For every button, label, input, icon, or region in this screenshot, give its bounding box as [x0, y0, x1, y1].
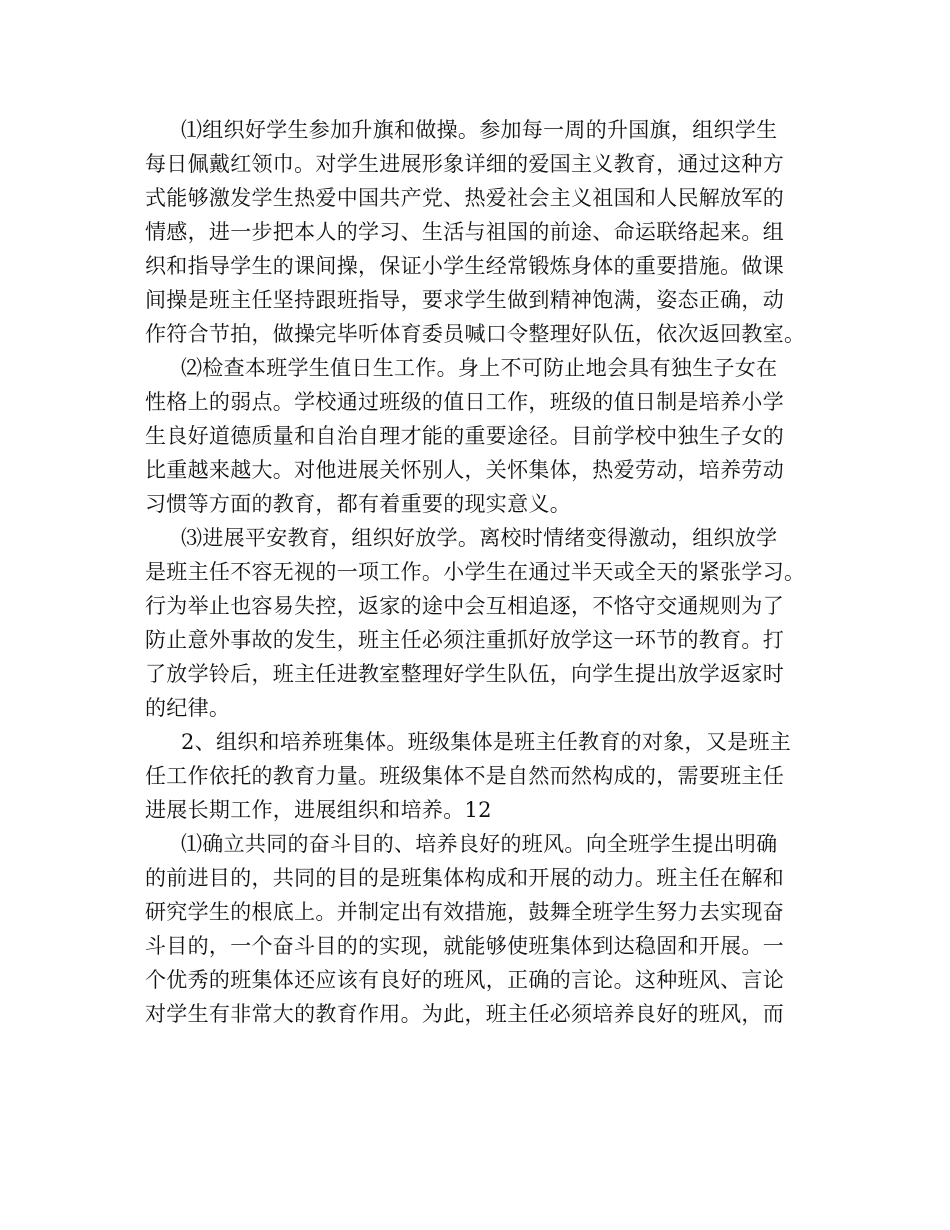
- text-line: 情感，进一步把本人的学习、生活与祖国的前途、命运联络起来。组: [145, 220, 784, 244]
- text-line: 的纪律。: [145, 696, 231, 720]
- text-line: 生良好道德质量和自治自理才能的重要途径。目前学校中独生子女的: [145, 424, 784, 448]
- text-line: 作符合节拍，做操完毕听体育委员喊口令整理好队伍，依次返回教室。: [145, 322, 806, 346]
- text-line: ⑴组织好学生参加升旗和做操。参加每一周的升国旗，组织学生: [181, 118, 778, 142]
- text-line: 了放学铃后，班主任进教室整理好学生队伍，向学生提出放学返家时: [145, 662, 784, 686]
- text-line: 进展长期工作，进展组织和培养。12: [145, 798, 492, 822]
- text-line: 每日佩戴红领巾。对学生进展形象详细的爱国主义教育，通过这种方: [145, 152, 784, 176]
- body-text: [145, 113, 817, 1031]
- text-line: 2、组织和培养班集体。班级集体是班主任教育的对象，又是班主: [181, 730, 792, 754]
- text-line: 比重越来越大。对他进展关怀别人，关怀集体，热爱劳动，培养劳动: [145, 458, 784, 482]
- text-line: 式能够激发学生热爱中国共产党、热爱社会主义祖国和人民解放军的: [145, 186, 784, 210]
- text-line: 个优秀的班集体还应该有良好的班风，正确的言论。这种班风、言论: [145, 968, 784, 992]
- text-line: 任工作依托的教育力量。班级集体不是自然而然构成的，需要班主任: [145, 764, 784, 788]
- text-line: 的前进目的，共同的目的是班集体构成和开展的动力。班主任在解和: [145, 866, 784, 890]
- text-line: 性格上的弱点。学校通过班级的值日工作，班级的值日制是培养小学: [145, 390, 784, 414]
- paragraph: [145, 113, 817, 351]
- text-line: 习惯等方面的教育，都有着重要的现实意义。: [145, 492, 571, 516]
- text-line: 对学生有非常大的教育作用。为此，班主任必须培养良好的班风，而: [145, 1002, 784, 1026]
- text-line: 是班主任不容无视的一项工作。小学生在通过半天或全天的紧张学习。: [145, 560, 806, 584]
- paragraph: [145, 827, 817, 1031]
- text-line: 间操是班主任坚持跟班指导，要求学生做到精神饱满，姿态正确，动: [145, 288, 784, 312]
- paragraph: [145, 521, 817, 725]
- text-line: 防止意外事故的发生，班主任必须注重抓好放学这一环节的教育。打: [145, 628, 784, 652]
- text-line: 研究学生的根底上。并制定出有效措施，鼓舞全班学生努力去实现奋: [145, 900, 784, 924]
- paragraph: [145, 351, 817, 521]
- text-line: 织和指导学生的课间操，保证小学生经常锻炼身体的重要措施。做课: [145, 254, 784, 278]
- text-line: 斗目的，一个奋斗目的的实现，就能够使班集体到达稳固和开展。一: [145, 934, 784, 958]
- text-line: 行为举止也容易失控，返家的途中会互相追逐，不恪守交通规则为了: [145, 594, 784, 618]
- text-line: ⑴确立共同的奋斗目的、培养良好的班风。向全班学生提出明确: [181, 832, 778, 856]
- text-line: ⑵检查本班学生值日生工作。身上不可防止地会具有独生子女在: [181, 356, 778, 380]
- text-line: ⑶进展平安教育，组织好放学。离校时情绪变得激动，组织放学: [181, 526, 778, 550]
- paragraph: [145, 725, 817, 827]
